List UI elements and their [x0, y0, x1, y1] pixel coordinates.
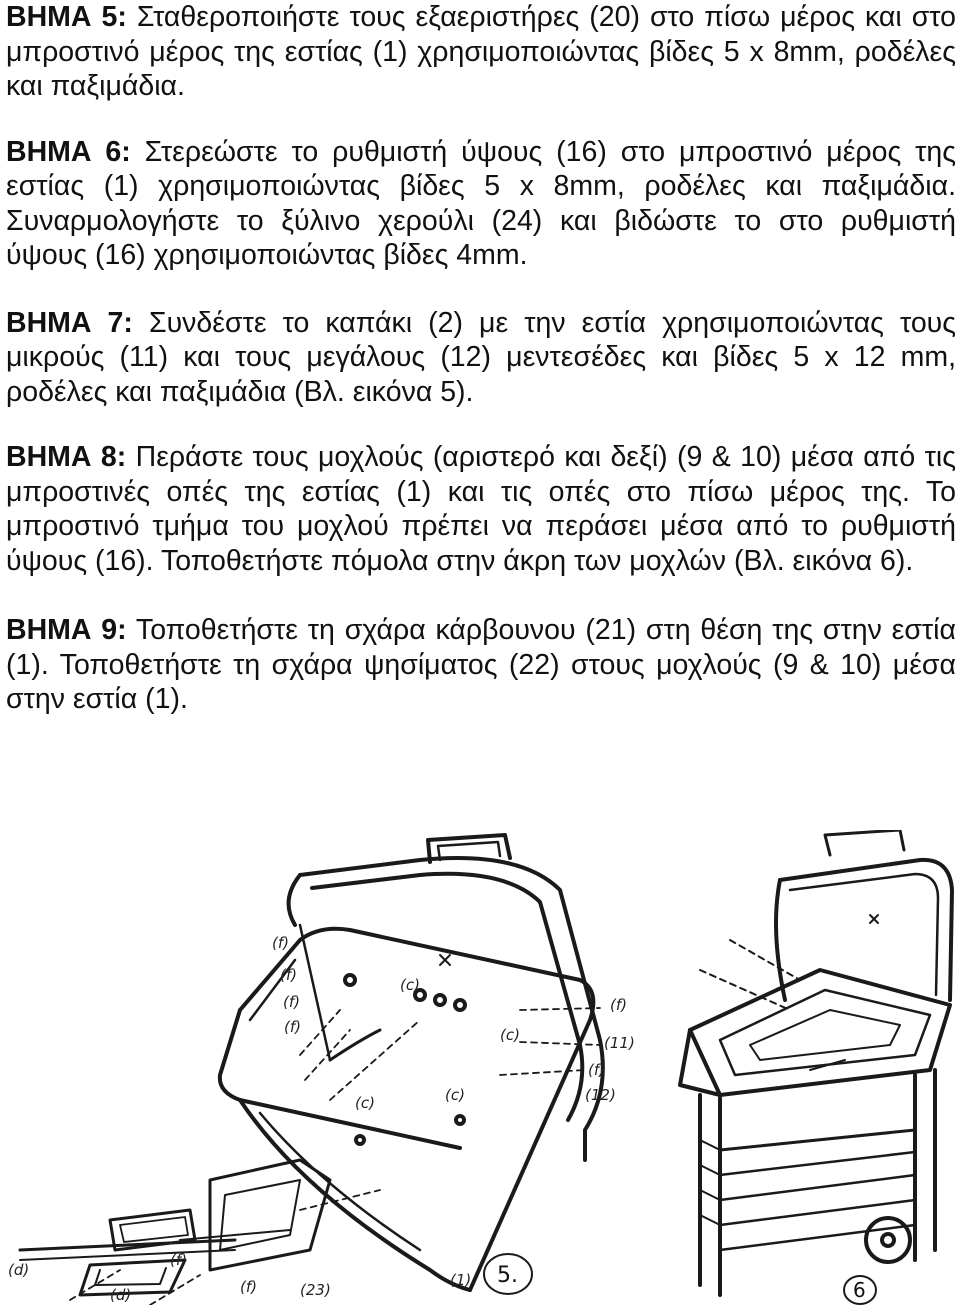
step-5-label: ΒΗΜΑ 5: [6, 1, 127, 33]
callout: (f) [240, 1278, 257, 1296]
step-9-text: Τοποθετήστε τη σχάρα κάρβουνου (21) στη θέση της στην εστία (1). Τοποθετήστε τη σχάρα ψησίματος (22) στους μοχλούς (9 & 10) μέσα στην εστία (1). [6, 614, 956, 715]
step-6-label: ΒΗΜΑ 6: [6, 135, 131, 168]
callout: (d) [110, 1286, 132, 1304]
figure-6-number: 6 [853, 1278, 866, 1302]
callout: (f) [284, 1018, 301, 1036]
step-6-text: Στερεώστε το ρυθμιστή ύψους (16) στο μπροστινό μέρος της εστίας (1) χρησιμοποιώντας βίδες 5 x 8mm, ροδέλες και παξιμάδια. Συναρμολογήστε το ξύλινο χερούλι (24) και βιδώστε το στο ρυθμιστή ύψους (16) χρησιμοποιώντας βίδες 4mm. [6, 135, 956, 271]
figure-5-number: 5. [497, 1263, 518, 1288]
step-7 [6, 306, 956, 410]
step-8-text: Περάστε τους μοχλούς (αριστερό και δεξί) (9 & 10) μέσα από τις μπροστινές οπές της εστίας (1) και τις οπές στο πίσω μέρος της. Το μπροστινό τμήμα του μοχλού πρέπει να περάσει μέσα από το ρυθμιστή ύψους (16). Τοποθετήστε πόμολα στην άκρη των μοχλών (Βλ. εικόνα 6). [6, 441, 957, 577]
callout: (c) [445, 1086, 465, 1104]
step-5 [6, 0, 956, 104]
step-8 [6, 440, 956, 578]
callout: (c) [500, 1026, 520, 1044]
callout: (f) [588, 1061, 605, 1079]
figure-6-drawing [660, 830, 960, 1305]
callout: (f) [283, 993, 300, 1011]
step-7-label: ΒΗΜΑ 7: [6, 306, 133, 339]
callout: (f) [170, 1251, 187, 1269]
step-9 [6, 613, 956, 717]
callout: (c) [355, 1094, 375, 1112]
step-6 [6, 135, 956, 273]
instructions-text [6, 0, 956, 717]
callout: (1) [450, 1271, 472, 1289]
callout: (f) [280, 966, 297, 984]
step-5-text: Σταθεροποιήστε τους εξαεριστήρες (20) στο πίσω μέρος και στο μπροστινό μέρος της εστίας (1) χρησιμοποιώντας βίδες 5 x 8mm, ροδέλες και παξιμάδια. [6, 1, 956, 102]
callout: (11) [604, 1034, 635, 1052]
callout: (f) [272, 934, 289, 952]
step-8-label: ΒΗΜΑ 8: [6, 441, 127, 473]
figure-5-drawing [0, 830, 640, 1305]
assembly-figures [0, 830, 960, 1305]
callout: (12) [585, 1086, 616, 1104]
callout: (23) [300, 1281, 331, 1299]
callout: (f) [610, 996, 627, 1014]
callout: (c) [400, 976, 420, 994]
step-9-label: ΒΗΜΑ 9: [6, 614, 127, 646]
callout: (d) [8, 1261, 30, 1279]
step-7-text: Συνδέστε το καπάκι (2) με την εστία χρησιμοποιώντας τους μικρούς (11) και τους μεγάλους (12) μεντεσέδες και βίδες 5 x 12 mm, ροδέλες και παξιμάδια (Βλ. εικόνα 5). [6, 306, 956, 408]
